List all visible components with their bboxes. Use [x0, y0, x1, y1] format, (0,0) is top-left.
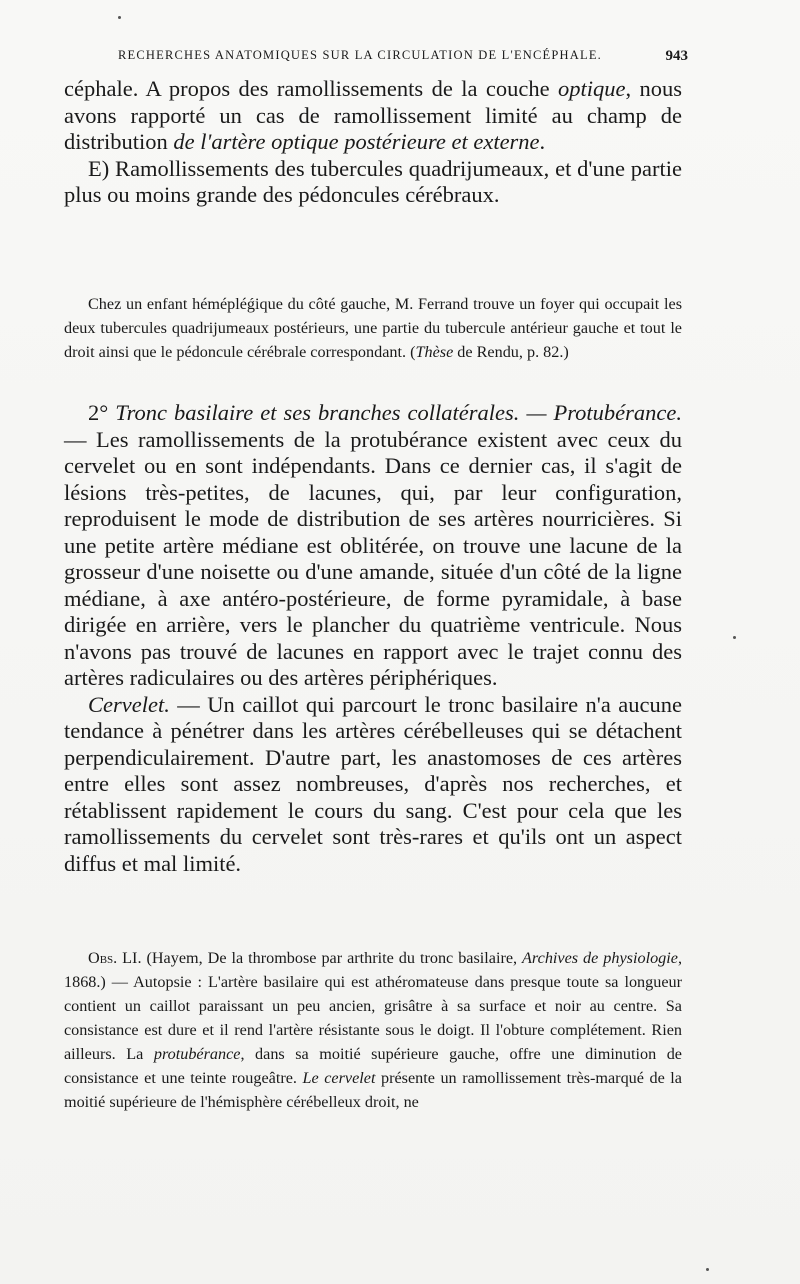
section-title-italic: Cervelet. — [88, 691, 170, 717]
observation-label: Obs. LI. — [88, 949, 142, 967]
italic-run: Thèse — [415, 343, 454, 361]
page-number: 943 — [665, 48, 688, 64]
paragraph-cephale — [64, 76, 682, 156]
text-run: présente un ramollissement très-marqué de la moitié supérieure de l'hémisphère cérébelleux droit, ne — [64, 1069, 682, 1111]
text-run: de Rendu, p. 82.) — [453, 343, 569, 361]
text-run: céphale. A propos des ramollissements de la couche — [64, 76, 558, 101]
paper-speck — [118, 16, 121, 19]
section-title-italic: Tronc basilaire et ses branches collatérales. — Protubérance. — [115, 400, 683, 425]
text-run: , nous avons rapporté un cas de ramollissement limité au champ de distribution — [64, 76, 682, 154]
italic-run: de l'artère optique postérieure et externe — [173, 129, 540, 154]
running-title: RECHERCHES ANATOMIQUES SUR LA CIRCULATION DE L'ENCÉPHALE. — [118, 48, 602, 62]
opening-paragraphs — [64, 76, 682, 209]
text-run: , 1868.) — Autopsie : L'artère basilaire qui est athéromateuse dans presque toute sa longueur contient un caillot paraissant un peu ancien, grisâtre à sa surface et noir au centre. Sa consistance est dure et il rend l'artère résistante sous le doigt. Il l'obture complétement. Rien ailleurs. La — [64, 949, 682, 1063]
paper-speck — [706, 1268, 709, 1271]
text-run: Chez un enfant hémépléǵique du côté gauche, M. Ferrand trouve un foyer qui occupait les deux tubercules quadrijumeaux postérieurs, une partie du tubercule antérieur gauche et tout le droit ainsi que le pédoncule cérébrale correspondant. ( — [64, 295, 682, 361]
text-run: — Un caillot qui parcourt le tronc basilaire n'a aucune tendance à pénétrer dans les artères cérébelleuses qui se détachent perpendiculairement. D'autre part, les anastomoses de ces artères entre elles sont assez nombreuses, d'après nos recherches, et rétablissent rapidement le cours du sang. C'est pour cela que les ramollissements du cervelet sont très-rares et qu'ils ont un aspect diffus et mal limité. — [64, 691, 682, 876]
italic-run: Le cervelet — [302, 1069, 376, 1087]
paragraph-ferrand — [64, 292, 682, 364]
running-header — [118, 48, 688, 65]
text-run: , dans sa moitié supérieure gauche, offre une diminution de consistance et une teinte rougeâtre. — [64, 1045, 682, 1087]
paragraph-observation — [64, 946, 682, 1114]
text-run: — Les ramollissements de la protubérance existent avec ceux du cervelet ou en sont indépendants. Dans ce dernier cas, il s'agit de lésions très-petites, de lacunes, qui, par leur configuration, reproduisent le mode de distribution de ses artères nourricières. Si une petite artère médiane est oblitérée, on trouve une lacune de la grosseur d'une noisette ou d'une amande, située d'un côté de la ligne médiane, à axe antéro-postérieure, de forme pyramidale, à base dirigée en arrière, vers le plancher du quatrième ventricule. Nous n'avons pas trouvé de lacunes en rapport avec le trajet connu des artères radiculaires ou des artères périphériques. — [64, 426, 682, 690]
italic-run: Archives de physiologie — [522, 949, 678, 967]
text-run: (Hayem, De la thrombose par arthrite du tronc basilaire, — [141, 949, 523, 967]
section-heading-e: E) Ramollissements des tubercules quadrijumeaux, et d'une partie plus ou moins grande des pédoncules cérébraux. — [64, 155, 682, 207]
text-run: 2° — [88, 400, 116, 425]
text-run: . — [539, 129, 546, 154]
main-section — [64, 400, 682, 877]
italic-run: optique — [557, 76, 626, 101]
observation-li — [64, 946, 682, 1114]
paper-speck — [733, 636, 736, 639]
italic-run: protubérance — [153, 1045, 241, 1063]
case-note-ferrand — [64, 292, 682, 364]
paragraph-cervelet — [64, 692, 682, 878]
paragraph-protuberance — [64, 400, 682, 692]
